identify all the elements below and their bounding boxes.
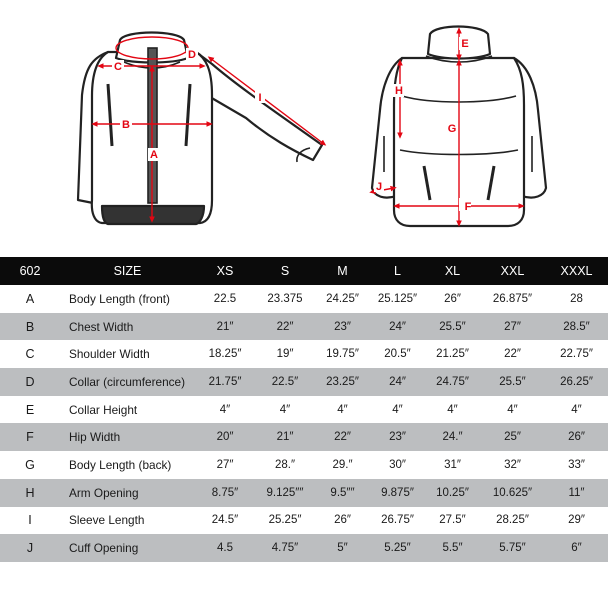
row-code: I [28, 513, 32, 528]
size-value-cell: 26.75″ [381, 514, 414, 527]
size-value-cell: 20″ [195, 423, 255, 451]
label-h: H [395, 85, 403, 97]
row-code: F [0, 423, 60, 451]
size-value-cell: 9.125″″ [255, 479, 315, 507]
size-value-cell: 26.875″ [492, 292, 533, 305]
size-value-cell: 27.5″ [439, 514, 466, 527]
size-value-cell: 25.125″ [377, 292, 418, 305]
header-s: S [255, 257, 315, 285]
size-value-cell: 26″ [545, 423, 608, 451]
row-code: C [25, 347, 35, 362]
row-code: H [0, 479, 60, 507]
size-value-cell: 4″ [507, 403, 518, 416]
size-chart-table [0, 257, 608, 562]
size-value-cell: 21.25″ [436, 348, 469, 361]
size-value-cell: 26″ [334, 514, 351, 527]
size-value-cell: 22″ [315, 423, 370, 451]
row-measurement-name: Body Length (back) [69, 457, 172, 472]
header-xl: XL [425, 257, 480, 285]
size-value-cell: 4″ [279, 403, 291, 416]
size-value-cell: 9.875″ [370, 479, 425, 507]
row-measurement-name: Arm Opening [60, 479, 195, 507]
row-code: J [0, 534, 60, 562]
table-row [0, 396, 608, 424]
size-value-cell: 21.75″ [195, 368, 255, 396]
size-value-cell: 22.5 [213, 292, 237, 305]
size-value-cell: 25″ [480, 423, 545, 451]
table-row [0, 368, 608, 396]
size-value-cell: 10.625″ [480, 479, 545, 507]
size-value-cell: 33″ [568, 458, 585, 471]
table-row [0, 451, 608, 479]
size-value-cell: 28.″ [274, 458, 296, 471]
header-l: L [370, 257, 425, 285]
size-value-cell: 4″ [447, 403, 458, 416]
size-value-cell: 24.75″ [425, 368, 480, 396]
table-row [0, 507, 608, 535]
table-row [0, 534, 608, 562]
label-c: C [114, 61, 122, 73]
size-value-cell: 28 [570, 292, 583, 305]
row-measurement-name: Shoulder Width [69, 347, 150, 362]
row-measurement-name: Hip Width [60, 423, 195, 451]
size-value-cell: 6″ [545, 534, 608, 562]
size-value-cell: 8.75″ [195, 479, 255, 507]
size-value-cell: 11″ [545, 479, 608, 507]
size-value-cell: 5.5″ [425, 534, 480, 562]
size-value-cell: 29.″ [332, 458, 353, 471]
row-code: D [0, 368, 60, 396]
size-value-cell: 24.25″ [326, 292, 359, 305]
size-value-cell: 9.5″″ [315, 479, 370, 507]
size-value-cell: 22″ [255, 313, 315, 341]
header-xs: XS [195, 257, 255, 285]
size-value-cell: 24″ [370, 313, 425, 341]
size-value-cell: 23.375 [267, 292, 303, 305]
size-value-cell: 31″ [444, 458, 461, 471]
table-row [0, 423, 608, 451]
table-row [0, 479, 608, 507]
size-value-cell: 4.75″ [255, 534, 315, 562]
row-measurement-name: Chest Width [60, 313, 195, 341]
label-f: F [464, 201, 472, 213]
size-value-cell: 25.5″ [425, 313, 480, 341]
table-row [0, 340, 608, 368]
row-measurement-name: Collar Height [69, 402, 138, 417]
size-value-cell: 26″ [444, 292, 461, 305]
row-measurement-name: Sleeve Length [69, 513, 145, 528]
size-value-cell: 4″ [219, 403, 231, 416]
row-measurement-name: Collar (circumference) [60, 368, 195, 396]
row-code: G [25, 457, 35, 472]
row-measurement-name: Cuff Opening [60, 534, 195, 562]
size-value-cell: 24″ [370, 368, 425, 396]
size-value-cell: 25.25″ [268, 514, 302, 527]
size-value-cell: 5″ [315, 534, 370, 562]
row-code: B [0, 313, 60, 341]
size-value-cell: 27″ [216, 458, 234, 471]
size-value-cell: 19.75″ [326, 348, 359, 361]
size-value-cell: 10.25″ [425, 479, 480, 507]
size-value-cell: 23″ [370, 423, 425, 451]
size-value-cell: 24.″ [425, 423, 480, 451]
label-a: A [150, 149, 158, 161]
header-size: SIZE [60, 257, 195, 285]
size-value-cell: 23.25″ [315, 368, 370, 396]
size-value-cell: 21″ [255, 423, 315, 451]
table-row [0, 285, 608, 313]
size-value-cell: 5.25″ [370, 534, 425, 562]
size-value-cell: 26.25″ [545, 368, 608, 396]
label-d: D [188, 49, 196, 61]
size-value-cell: 4″ [337, 403, 348, 416]
size-value-cell: 25.5″ [480, 368, 545, 396]
header-m: M [315, 257, 370, 285]
label-g: G [447, 123, 457, 135]
size-value-cell: 18.25″ [208, 348, 242, 361]
row-code: E [25, 402, 35, 417]
size-value-cell: 28.25″ [496, 514, 529, 527]
size-value-cell: 22.5″ [255, 368, 315, 396]
size-value-cell: 32″ [504, 458, 521, 471]
label-e: E [461, 38, 469, 50]
size-value-cell: 28.5″ [545, 313, 608, 341]
size-value-cell: 30″ [389, 458, 406, 471]
label-j: J [375, 181, 383, 193]
size-value-cell: 5.75″ [480, 534, 545, 562]
size-value-cell: 4″ [392, 403, 403, 416]
header-xxxl: XXXL [545, 257, 608, 285]
table-row [0, 313, 608, 341]
size-value-cell: 21″ [195, 313, 255, 341]
size-value-cell: 22″ [504, 348, 521, 361]
size-value-cell: 4.5 [195, 534, 255, 562]
size-value-cell: 19″ [276, 348, 294, 361]
size-value-cell: 24.5″ [211, 514, 239, 527]
header-style-number: 602 [0, 257, 60, 285]
row-code: A [25, 291, 35, 306]
size-value-cell: 4″ [571, 403, 582, 416]
row-measurement-name: Body Length (front) [69, 291, 170, 306]
table-header-row [0, 257, 608, 285]
size-value-cell: 20.5″ [384, 348, 411, 361]
header-xxl: XXL [480, 257, 545, 285]
label-i: I [258, 92, 262, 104]
size-value-cell: 27″ [480, 313, 545, 341]
jacket-measurement-diagram [0, 0, 608, 250]
size-value-cell: 22.75″ [560, 348, 593, 361]
size-value-cell: 23″ [315, 313, 370, 341]
label-b: B [122, 119, 130, 131]
size-value-cell: 29″ [568, 514, 585, 527]
